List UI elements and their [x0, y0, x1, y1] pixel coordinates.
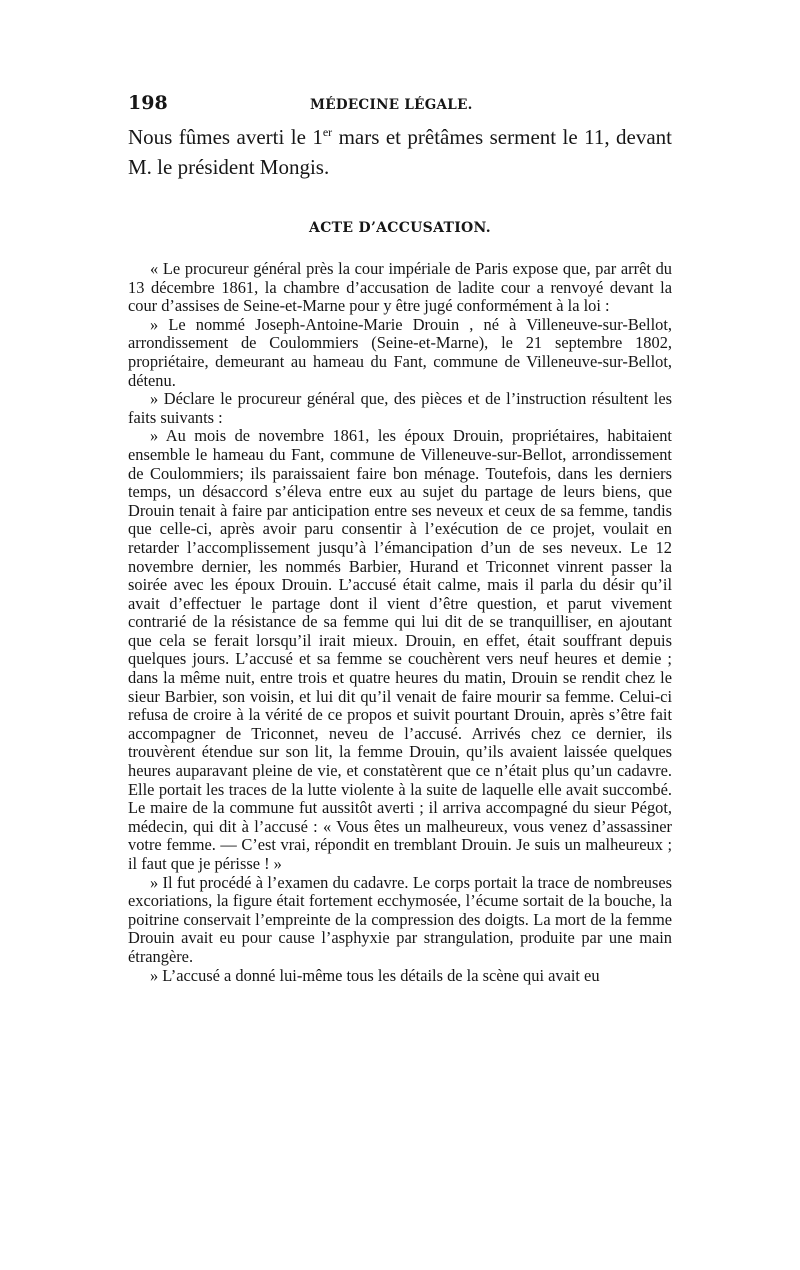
intro-text-end: mars et prêtâmes serment le 11, devant M. le président Mongis. [128, 125, 672, 179]
section-title: ACTE D’ACCUSATION. [309, 220, 491, 236]
page-number: 198 [128, 92, 168, 114]
body-paragraph-2: » Le nommé Joseph-Antoine-Marie Drouin , né à Villeneuve-sur-Bellot, arrondissement de Coulommiers (Seine-et-Marne), le 21 septembre 1802, propriétaire, demeurant au hameau du Fant, commune de Villeneuve-sur-Bellot, détenu. [128, 314, 672, 390]
body-paragraph-1: « Le procureur général près la cour impériale de Paris expose que, par arrêt du 13 décembre 1861, la chambre d’accusation de ladite cour a renvoyé devant la cour d’assises de Seine-et-Marne pour y être jugé conformément à la loi : [128, 259, 672, 316]
intro-superscript: er [322, 125, 333, 139]
body-paragraph-4: » Au mois de novembre 1861, les époux Drouin, propriétaires, habitaient ensemble le hameau du Fant, commune de Villeneuve-sur-Bellot, arrondissement de Coulommiers; ils paraissaient faire bon ménage. Toutefois, dans les derniers temps, un désaccord s’éleva entre eux au sujet du partage de leurs biens, que Drouin tenait à faire par anticipation entre ses neveux et ceux de sa femme, tandis que celle-ci, après avoir paru consentir à l’exécution de ce projet, voulait en retarder l’accomplissement jusqu’à l’émancipation d’un de ses neveux. Le 12 novembre dernier, les nommés Barbier, Hurand et Triconnet vinrent passer la soirée avec les époux Drouin. L’accusé était calme, mais il parla du désir qu’il avait d’effectuer le partage dont il vient d’être question, et parut vivement contrarié de la résistance de sa femme qui lui dit de se tranquilliser, en ajoutant que cela se ferait lorsqu’il irait mieux. Drouin, en effet, était souffrant depuis quelques jours. L’accusé et sa femme se couchèrent vers neuf heures et demie ; dans la même nuit, entre trois et quatre heures du matin, Drouin se rendit chez le sieur Barbier, son voisin, et lui dit qu’il venait de faire mourir sa femme. Celui-ci refusa de croire à la vérité de ce propos et suivit pourtant Drouin, après s’être fait accompagner de Triconnet, neveu de l’accusé. Arrivés chez ce dernier, ils trouvèrent étendue sur son lit, la femme Drouin, qu’ils avaient laissée quelques heures auparavant pleine de vie, et constatèrent que ce n’était plus qu’un cadavre. Elle portait les traces de la lutte violente à la suite de laquelle elle avait succombé. Le maire de la commune fut aussitôt averti ; il arriva accompagné du sieur Pégot, médecin, qui dit à l’accusé : « Vous êtes un malheureux, vous venez d’assassiner votre femme. — C’est vrai, répondit en tremblant Drouin. Je suis un malheureux ; il faut que je périsse ! » [128, 426, 672, 873]
running-head: MÉDECINE LÉGALE. [310, 97, 473, 113]
body-paragraph-6: » L’accusé a donné lui-même tous les détails de la scène qui avait eu [150, 965, 600, 985]
body-paragraph-5: » Il fut procédé à l’examen du cadavre. Le corps portait la trace de nombreuses excoriations, la figure était fortement ecchymosée, l’écume sortait de la bouche, la poitrine conservait l’empreinte de la compression des doigts. La mort de la femme Drouin avait eu pour cause l’asphyxie par strangulation, produite par une main étrangère. [128, 872, 672, 966]
page-header [128, 92, 672, 118]
body-paragraph-3: » Déclare le procureur général que, des pièces et de l’instruction résultent les faits suivants : [128, 389, 672, 427]
book-page [128, 92, 672, 985]
intro-paragraph [128, 122, 672, 182]
intro-text-start: Nous fûmes averti le 1 [128, 125, 323, 149]
